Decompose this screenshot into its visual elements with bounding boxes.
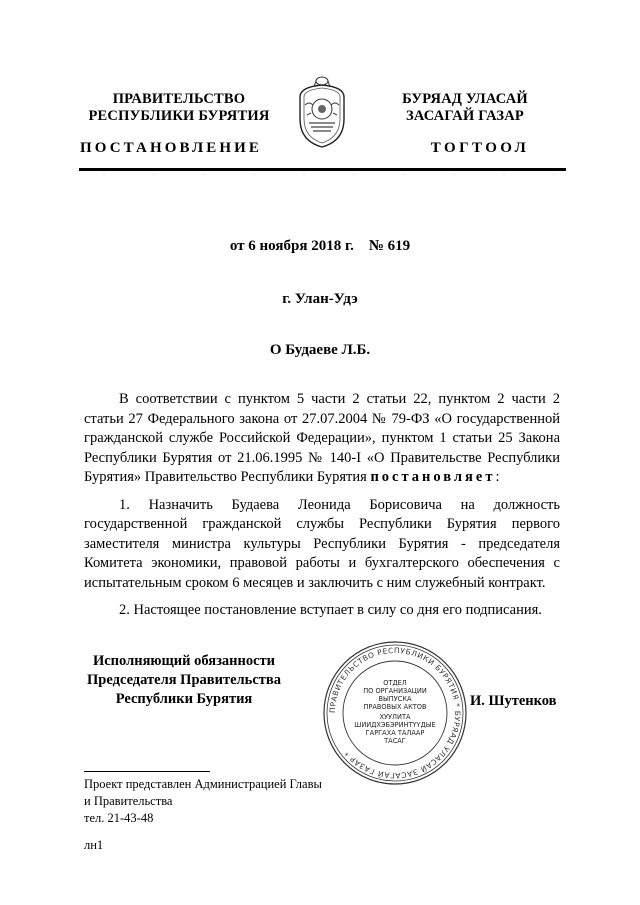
document-subject: О Будаеве Л.Б. [269,342,371,358]
document-code: лн1 [84,838,104,852]
city: г. Улан-Удэ [282,291,358,307]
header-dotted-divider [79,174,566,175]
header-left-line1: ПРАВИТЕЛЬСТВО [112,91,246,107]
signatory-title-line3: Республики Бурятия [115,691,253,707]
preamble-paragraph: В соответствии с пунктом 5 части 2 статьи 22, пунктом 2 части 2 статьи 27 Федерального закона от 27.07.2004 № 79-ФЗ «О государственной гражданской службе Российской Федерации», пунктом 1 статьи 25 Закона Республики Бурятия от 21.06.1995 № 140-I «О Правительстве Республики Бурятия» Правительство Республики Бурятия постановляет: [84,391,560,485]
seal-line-6: ШИИДХЭБЭРИНТҮҮДЫЕ [354,721,436,729]
footer-line2: и Правительства [84,794,173,808]
header-divider [79,168,566,171]
seal-line-4: ПРАВОВЫХ АКТОВ [363,703,427,711]
date-and-number [0,238,640,255]
seal-line-3: ВЫПУСКА [378,695,412,703]
footer-note [84,776,384,827]
decree-word: постановляет [370,469,496,485]
header-right-line1: БУРЯАД УЛАСАЙ [402,91,528,107]
date-number-text: от 6 ноября 2018 г. № 619 [229,238,411,254]
seal-line-2: ПО ОРГАНИЗАЦИИ [363,687,427,695]
header-left-line2: РЕСПУБЛИКИ БУРЯТИЯ [88,108,270,124]
seal-line-5: ХУУЛИТА [379,713,411,721]
document-body [84,390,560,621]
doc-type-left: ПОСТАНОВЛЕНИЕ [80,140,263,156]
coat-of-arms-emblem-icon [295,67,349,149]
seal-ring-text: ПРАВИТЕЛЬСТВО РЕСПУБЛИКИ БУРЯТИЯ * БУРЯАД УЛАСАЙ ЗАСАГАЙ ГАЗАР * [327,645,463,781]
signatory-name: И. Шутенков [470,693,557,709]
header-right-line2: ЗАСАГАЙ ГАЗАР [406,108,524,124]
signatory-title-line1: Исполняющий обязанности [92,653,276,669]
header-left [84,91,274,125]
signatory-title [84,652,284,709]
footer-phone: тел. 21-43-48 [84,811,154,825]
seal-line-1: ОТДЕЛ [383,679,407,687]
preamble-text: В соответствии с пунктом 5 части 2 статьи 22, пунктом 2 части 2 статьи 27 Федерального закона от 27.07.2004 № 79-ФЗ «О государственной гражданской службе Российской Федерации», пунктом 1 статьи 25 Закона Республики Бурятия от 21.06.1995 № 140-I «О Правительстве Республики Бурятия» Правительство Республики Бурятия [84,391,560,485]
item-2-paragraph: 2. Настоящее постановление вступает в силу со дня его подписания. [119,602,542,618]
doc-type-right: ТОГТООЛ [430,140,530,156]
item-1-paragraph: 1. Назначить Будаева Леонида Борисовича на должность государственной гражданской службы Республики Бурятия первого заместителя министра культуры Республики Бурятия - председателя Комитета экономики, правовой работы и бухгалтерского обеспечения с испытательным сроком 6 месяцев и заключить с ним служебный контракт. [84,496,560,591]
signatory-title-line2: Председателя Правительства [87,672,281,688]
footer-line1: Проект представлен Администрацией Главы [84,777,322,791]
header-right [370,91,560,125]
seal-line-7: ГАРГАХА ТАЛААР [365,729,425,737]
seal-line-8: ТАСАГ [384,737,406,745]
footer-divider [84,771,210,772]
official-seal-stamp [322,640,468,786]
